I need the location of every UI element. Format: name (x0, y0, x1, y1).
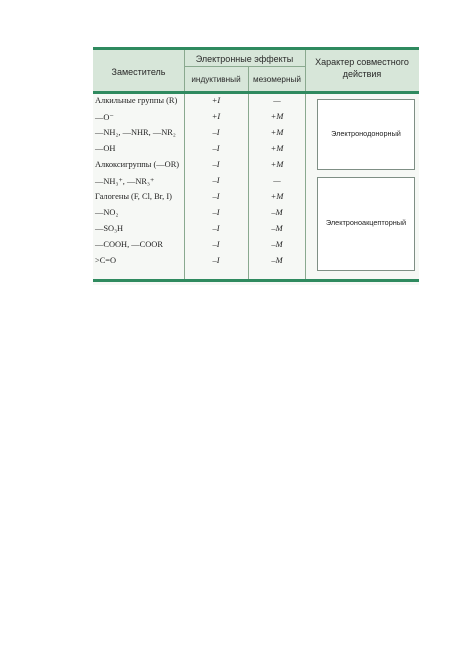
substituent-cell: Галогены (F, Cl, Br, I) (95, 192, 172, 201)
substituent-cell: —O⁻ (95, 113, 114, 122)
mesomeric-cell: –M (271, 240, 283, 249)
inductive-cell: –I (212, 144, 220, 153)
donor-group-box (317, 99, 415, 170)
table-body (93, 94, 419, 279)
header-inductive: индуктивный (191, 75, 241, 84)
header-character-line2: действия (342, 69, 382, 79)
substituent-cell: Алкильные группы (R) (95, 96, 178, 105)
inductive-cell: –I (212, 160, 220, 169)
header-electronic-effects: Электронные эффекты (195, 54, 294, 64)
mesomeric-cell: –M (271, 224, 283, 233)
table-bottom-rule (93, 279, 419, 282)
substituent-cell: —SO₃H (95, 224, 124, 233)
inductive-cell: +I (211, 96, 221, 105)
mesomeric-cell: — (273, 176, 281, 185)
inductive-cell: –I (212, 208, 220, 217)
inductive-cell: –I (212, 240, 220, 249)
substituent-cell: —NO₂ (95, 208, 119, 217)
mesomeric-cell: –M (271, 208, 283, 217)
substituent-cell: —OH (95, 144, 116, 153)
substituent-cell: —NH₂, —NHR, —NR₂ (95, 128, 176, 137)
inductive-cell: –I (212, 128, 220, 137)
acceptor-group-label: Электроноакцепторный (325, 218, 407, 227)
mesomeric-cell: +M (270, 112, 284, 121)
mesomeric-cell: +M (270, 128, 284, 137)
mesomeric-cell: +M (270, 160, 284, 169)
table-header (93, 50, 419, 91)
substituent-cell: —NH₃⁺, —NR₃⁺ (95, 177, 155, 186)
header-divider (184, 66, 305, 67)
mesomeric-cell: +M (270, 192, 284, 201)
mesomeric-cell: –M (271, 256, 283, 265)
header-mesomeric: мезомерный (253, 75, 301, 84)
mesomeric-cell: +M (270, 144, 284, 153)
inductive-cell: –I (212, 176, 220, 185)
substituent-cell: —COOH, —COOR (95, 240, 163, 249)
header-substituent: Заместитель (111, 67, 166, 77)
donor-group-label: Электронодонорный (331, 129, 401, 138)
acceptor-group-box (317, 177, 415, 271)
inductive-cell: +I (211, 112, 221, 121)
inductive-cell: –I (212, 224, 220, 233)
substituent-cell: Алкоксигруппы (—OR) (95, 160, 180, 169)
substituent-cell: >C=O (95, 256, 117, 265)
inductive-cell: –I (212, 256, 220, 265)
inductive-cell: –I (212, 192, 220, 201)
mesomeric-cell: — (273, 96, 281, 105)
substituent-effects-table (93, 47, 419, 285)
header-character-line1: Характер совместного (315, 57, 409, 67)
